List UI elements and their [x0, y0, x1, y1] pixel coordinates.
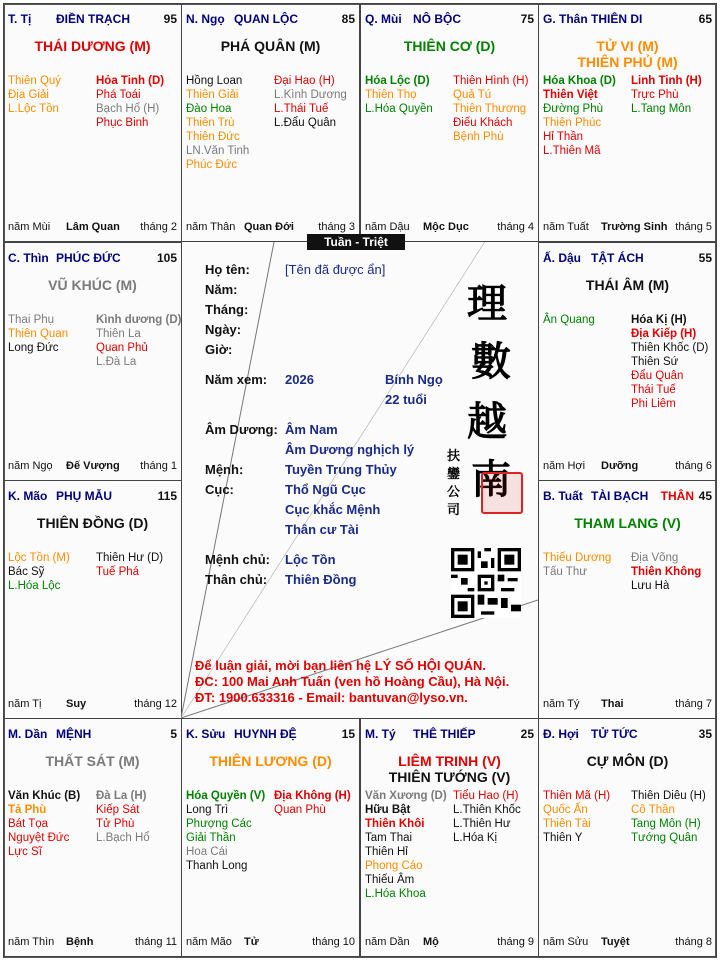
nguyet-han-month: tháng 2 — [140, 221, 177, 233]
trang-sinh-term: Đế Vượng — [66, 460, 120, 472]
minor-star: Thiên Trù — [186, 117, 235, 129]
palace-header — [543, 727, 712, 743]
palace-ty[interactable] — [360, 718, 539, 957]
main-star: THẤT SÁT (M) — [45, 753, 140, 769]
nguyet-han-month: tháng 8 — [675, 936, 712, 948]
minor-star: Hồng Loan — [186, 75, 243, 87]
than-chu-value: Thiên Đồng — [285, 572, 357, 587]
minor-star: Văn Khúc (B) — [8, 790, 81, 802]
minor-star: Thiên Hỉ — [365, 846, 408, 858]
minor-stars-right — [453, 74, 539, 144]
minor-star: L.Hóa Quyền — [365, 103, 433, 115]
palace-than[interactable] — [538, 3, 717, 242]
minor-star: Đẩu Quân — [631, 370, 684, 382]
minor-stars-left — [543, 313, 631, 327]
palace-name: TÀI BẠCH — [591, 489, 649, 503]
minor-star: Thiếu Âm — [365, 874, 415, 886]
palace-can-chi: T. Tị — [8, 12, 32, 26]
palace-dai-van-number: 115 — [157, 489, 177, 503]
seal-side-chars: 扶鑾公司 — [447, 449, 461, 518]
palace-can-chi: N. Ngọ — [186, 12, 225, 26]
palace-can-chi: Ấ. Dậu — [543, 251, 582, 265]
minor-star: Quan Phủ — [96, 342, 148, 354]
palace-dai-van-number: 35 — [698, 727, 712, 741]
main-star: THÁI ÂM (M) — [585, 277, 670, 293]
minor-star: Điếu Khách — [453, 117, 513, 129]
palace-suu[interactable] — [181, 718, 360, 957]
minor-star: Thiên Sứ — [631, 356, 679, 368]
palace-tuat[interactable] — [538, 480, 717, 719]
palace-name: MỆNH — [56, 727, 92, 741]
palace-header — [543, 251, 712, 267]
can-chi-xem: Bính Ngọ — [385, 372, 443, 387]
palace-footer — [186, 936, 355, 950]
minor-star: Kình dương (D) — [96, 314, 182, 326]
calligraphy-char-1: 理 — [467, 280, 507, 327]
minor-stars-left — [365, 74, 453, 116]
am-duong-value: Âm Nam — [285, 422, 338, 437]
calligraphy-char-3: 越 — [467, 398, 507, 445]
nguyet-han-month: tháng 11 — [134, 936, 177, 948]
minor-stars-left — [186, 789, 274, 873]
minor-star: Đại Hao (H) — [274, 75, 335, 87]
center-info-panel — [181, 242, 538, 718]
palace-can-chi: M. Dần — [8, 727, 48, 741]
main-stars — [539, 277, 716, 293]
minor-star: Thiên Quan — [8, 328, 69, 340]
palace-dai-van-number: 105 — [156, 251, 177, 265]
minor-star: Phá Toái — [96, 89, 141, 101]
palace-footer — [543, 460, 712, 474]
minor-star: Hóa Quyền (V) — [186, 790, 266, 802]
qr-code — [451, 548, 521, 618]
main-star: THIÊN TƯỚNG (V) — [388, 769, 511, 785]
nam-xem-label: Năm xem: — [205, 372, 268, 387]
main-star: VŨ KHÚC (M) — [48, 277, 137, 293]
minor-stars-right — [631, 313, 717, 411]
palace-can-chi: K. Sửu — [186, 727, 226, 741]
palace-footer — [8, 221, 177, 235]
minor-star: Tướng Quân — [631, 832, 698, 844]
palace-name: PHỤ MẪU — [56, 489, 112, 503]
palace-mao[interactable] — [3, 480, 182, 719]
minor-star: Thai Phụ — [8, 314, 55, 326]
minor-star: L.Hóa Lộc — [8, 580, 61, 592]
palace-dai-van-number: 45 — [698, 489, 712, 503]
minor-star: L.Thiên Mã — [543, 145, 601, 157]
cuc-value2: Cục khắc Mệnh — [285, 502, 381, 517]
trang-sinh-term: Lâm Quan — [66, 221, 120, 233]
minor-star: Thiên Tài — [543, 818, 591, 830]
minor-star: Đào Hoa — [186, 103, 232, 115]
minor-star: Địa Không (H) — [274, 790, 351, 802]
main-stars — [182, 753, 359, 769]
minor-star: L.Đà La — [96, 356, 137, 368]
nam-label: Năm: — [205, 282, 238, 297]
minor-stars-left — [8, 789, 96, 859]
minor-star: Tam Thai — [365, 832, 413, 844]
palace-footer — [365, 221, 534, 235]
minor-stars-right — [453, 789, 539, 845]
minor-stars-right — [96, 74, 182, 130]
nguyet-han-month: tháng 5 — [675, 221, 712, 233]
tieu-han-year: năm Thìn — [8, 936, 55, 948]
main-star: CỰ MÔN (D) — [586, 753, 669, 769]
tieu-han-year: năm Hợi — [543, 460, 586, 472]
contact-line-1: Để luận giải, mời bạn liên hệ LÝ SỐ HỘI QUÁN. — [195, 658, 486, 673]
minor-star: Thiên Không — [631, 566, 702, 578]
palace-footer — [186, 221, 355, 235]
minor-stars-left — [8, 313, 96, 355]
minor-stars-right — [96, 551, 182, 579]
palace-thin[interactable] — [3, 242, 182, 481]
minor-star: Bác Sỹ — [8, 566, 45, 578]
tuan-triet-badge: Tuần - Triệt — [307, 234, 405, 250]
minor-stars-right — [631, 74, 717, 116]
palace-dai-van-number: 25 — [520, 727, 534, 741]
minor-star: Thái Tuế — [631, 384, 676, 396]
trang-sinh-term: Bệnh — [66, 936, 94, 948]
minor-star: Bệnh Phù — [453, 131, 504, 143]
palace-hoi[interactable] — [538, 718, 717, 957]
ngay-label: Ngày: — [205, 322, 242, 337]
main-stars — [361, 38, 538, 54]
minor-star: Thiên Phúc — [543, 117, 602, 129]
minor-star: Quốc Ấn — [543, 804, 588, 816]
trang-sinh-term: Thai — [601, 698, 624, 710]
thang-label: Tháng: — [205, 302, 249, 317]
main-stars — [4, 753, 181, 769]
minor-star: Tả Phù — [8, 804, 47, 816]
minor-star: Thanh Long — [186, 860, 248, 872]
main-star: THAM LANG (V) — [574, 515, 681, 531]
minor-star: L.Thái Tuế — [274, 103, 329, 115]
main-stars — [4, 515, 181, 531]
main-stars — [539, 515, 716, 531]
trang-sinh-term: Quan Đới — [244, 221, 294, 233]
minor-stars-right — [631, 789, 717, 845]
minor-star: Hỉ Thần — [543, 131, 584, 143]
main-stars — [539, 38, 716, 70]
nguyet-han-month: tháng 4 — [497, 221, 534, 233]
minor-stars-right — [631, 551, 717, 593]
minor-star: Hóa Kị (H) — [631, 314, 687, 326]
palace-header — [543, 12, 712, 28]
gio-label: Giờ: — [205, 342, 233, 357]
palace-can-chi: C. Thìn — [8, 251, 49, 265]
minor-star: Tuế Phá — [96, 566, 140, 578]
trang-sinh-term: Suy — [66, 698, 87, 710]
minor-star: Địa Giải — [8, 89, 49, 101]
minor-star: Tang Môn (H) — [631, 818, 701, 830]
palace-footer — [543, 936, 712, 950]
palace-name: TẬT ÁCH — [591, 251, 644, 265]
minor-star: L.Thiên Hư — [453, 818, 511, 830]
minor-star: Thiên Đức — [186, 131, 240, 143]
palace-dai-van-number: 15 — [341, 727, 355, 741]
minor-star: Thiên Thương — [453, 103, 527, 115]
minor-star: Thiên Hư (D) — [96, 552, 164, 564]
minor-star: Hoa Cái — [186, 846, 228, 858]
minor-star: Thiên Mã (H) — [543, 790, 611, 802]
minor-star: Thiên Hình (H) — [453, 75, 529, 87]
minor-star: Phi Liêm — [631, 398, 676, 410]
palace-header — [365, 12, 534, 28]
minor-star: Thiên Y — [543, 832, 583, 844]
minor-star: Tiểu Hao (H) — [453, 790, 519, 802]
red-seal-stamp — [481, 472, 523, 514]
palace-header — [543, 489, 712, 505]
minor-stars-left — [365, 789, 453, 901]
main-star: PHÁ QUÂN (M) — [220, 38, 321, 54]
main-star: THIÊN ĐỒNG (D) — [36, 515, 149, 531]
cuc-label: Cục: — [205, 482, 234, 497]
minor-star: Hóa Khoa (D) — [543, 75, 616, 87]
nguyet-han-month: tháng 12 — [134, 698, 177, 710]
tieu-han-year: năm Mão — [186, 936, 232, 948]
trang-sinh-term: Mộc Dục — [423, 221, 469, 233]
main-star: THIÊN LƯƠNG (D) — [209, 753, 332, 769]
am-duong-value2: Âm Dương nghịch lý — [285, 442, 415, 457]
palace-footer — [543, 221, 712, 235]
palace-dai-van-number: 55 — [698, 251, 712, 265]
palace-name: NÔ BỘC — [413, 12, 461, 26]
palace-footer — [8, 460, 177, 474]
minor-star: Thiên La — [96, 328, 141, 340]
palace-name: PHÚC ĐỨC — [56, 251, 121, 265]
minor-star: Phục Binh — [96, 117, 149, 129]
palace-mui[interactable] — [360, 3, 539, 242]
tieu-han-year: năm Thân — [186, 221, 236, 233]
minor-stars-left — [543, 551, 631, 579]
minor-star: Hóa Lộc (D) — [365, 75, 430, 87]
menh-chu-value: Lộc Tồn — [285, 552, 336, 567]
than-marker: THÂN — [660, 489, 694, 503]
minor-star: Trực Phù — [631, 89, 679, 101]
main-star: TỬ VI (M) — [596, 38, 659, 54]
trang-sinh-term: Tuyệt — [601, 936, 630, 948]
palace-name: TỬ TỨC — [591, 727, 638, 741]
palace-can-chi: K. Mão — [8, 489, 48, 503]
minor-star: Long Đức — [8, 342, 59, 354]
tieu-han-year: năm Tị — [8, 698, 42, 710]
minor-stars-left — [8, 551, 96, 593]
minor-star: Thiên Việt — [543, 89, 598, 101]
minor-star: Linh Tinh (H) — [631, 75, 702, 87]
palace-name: HUYNH ĐỆ — [234, 727, 297, 741]
palace-footer — [543, 698, 712, 712]
minor-star: Hỏa Tinh (D) — [96, 75, 165, 87]
minor-star: Thiên Khốc (D) — [631, 342, 709, 354]
minor-star: Quan Phù — [274, 804, 326, 816]
palace-dai-van-number: 5 — [170, 727, 177, 741]
minor-star: Tử Phù — [96, 818, 135, 830]
main-stars — [182, 38, 359, 54]
minor-star: Quả Tú — [453, 89, 492, 101]
trang-sinh-term: Trường Sinh — [601, 221, 668, 233]
minor-star: L.Hóa Khoa — [365, 888, 426, 900]
minor-star: Thiên Diêu (H) — [631, 790, 706, 802]
minor-star: Lộc Tồn (M) — [8, 552, 70, 564]
minor-star: Phong Cáo — [365, 860, 423, 872]
nguyet-han-month: tháng 7 — [675, 698, 712, 710]
menh-chu-label: Mệnh chủ: — [205, 552, 270, 567]
minor-star: Địa Võng — [631, 552, 679, 564]
trang-sinh-term: Dưỡng — [601, 460, 639, 472]
palace-header — [8, 727, 177, 743]
minor-star: Thiên Giải — [186, 89, 239, 101]
minor-star: Cô Thần — [631, 804, 675, 816]
palace-header — [8, 12, 177, 28]
contact-address: ĐC: 100 Mai Anh Tuấn (ven hồ Hoàng Cầu), Hà Nội. — [195, 674, 510, 689]
tieu-han-year: năm Tuất — [543, 221, 589, 233]
main-star: THIÊN PHỦ (M) — [577, 54, 678, 70]
minor-star: Phúc Đức — [186, 159, 238, 171]
tieu-han-year: năm Tý — [543, 698, 580, 710]
palace-header — [186, 12, 355, 28]
nam-xem-value: 2026 — [285, 372, 314, 387]
minor-star: L.Lộc Tồn — [8, 103, 59, 115]
palace-header — [8, 251, 177, 267]
minor-stars-right — [274, 74, 360, 130]
minor-star: Hữu Bật — [365, 804, 411, 816]
minor-stars-left — [543, 789, 631, 845]
minor-stars-right — [274, 789, 360, 817]
palace-footer — [365, 936, 534, 950]
tieu-han-year: năm Dần — [365, 936, 410, 948]
minor-star: Tấu Thư — [543, 566, 587, 578]
main-star: LIÊM TRINH (V) — [398, 753, 501, 769]
palace-footer — [8, 698, 177, 712]
tieu-han-year: năm Dậu — [365, 221, 410, 233]
palace-ti[interactable] — [3, 3, 182, 242]
minor-star: Kiếp Sát — [96, 804, 140, 816]
cuc-value3: Thân cư Tài — [285, 522, 359, 537]
palace-can-chi: M. Tý — [365, 727, 396, 741]
minor-star: L.Kình Dương — [274, 89, 347, 101]
cuc-value: Thổ Ngũ Cục — [285, 482, 366, 497]
minor-star: Nguyệt Đức — [8, 832, 70, 844]
palace-name: THIÊN DI — [591, 12, 643, 26]
tuoi: 22 tuổi — [385, 392, 427, 407]
minor-stars-left — [543, 74, 631, 158]
minor-star: Thiên Thọ — [365, 89, 417, 101]
than-chu-label: Thân chủ: — [205, 572, 268, 587]
palace-name: THÊ THIẾP — [413, 727, 476, 741]
nguyet-han-month: tháng 6 — [675, 460, 712, 472]
minor-star: Thiên Khôi — [365, 818, 425, 830]
minor-star: L.Hóa Kị — [453, 832, 498, 844]
nguyet-han-month: tháng 9 — [497, 936, 534, 948]
palace-dai-van-number: 65 — [698, 12, 712, 26]
minor-star: LN.Văn Tinh — [186, 145, 250, 157]
main-stars — [4, 277, 181, 293]
minor-star: L.Bạch Hổ — [96, 832, 150, 844]
calligraphy-char-4: 南 — [471, 456, 511, 503]
minor-star: Đà La (H) — [96, 790, 147, 802]
minor-star: Đường Phù — [543, 103, 603, 115]
minor-star: Văn Xương (D) — [365, 790, 447, 802]
minor-star: Thiếu Dương — [543, 552, 612, 564]
palace-dai-van-number: 95 — [163, 12, 177, 26]
ho-ten-value: [Tên đã được ẩn] — [285, 262, 386, 277]
minor-stars-right — [96, 789, 182, 845]
main-stars — [361, 753, 538, 785]
minor-star: Phượng Các — [186, 818, 252, 830]
minor-star: Ân Quang — [543, 314, 595, 326]
palace-name: QUAN LỘC — [234, 12, 298, 26]
minor-star: Thiên Quý — [8, 75, 62, 87]
minor-star: L.Đẩu Quân — [274, 117, 337, 129]
palace-dau[interactable] — [538, 242, 717, 481]
tieu-han-year: năm Mùi — [8, 221, 51, 233]
main-stars — [539, 753, 716, 769]
menh-label: Mệnh: — [205, 462, 244, 477]
minor-star: Địa Kiếp (H) — [631, 328, 697, 340]
palace-ngo[interactable] — [181, 3, 360, 242]
minor-star: Lưu Hà — [631, 580, 670, 592]
minor-stars-right — [96, 313, 182, 369]
main-star: THÁI DƯƠNG (M) — [34, 38, 151, 54]
minor-star: L.Tang Môn — [631, 103, 692, 115]
ho-ten-label: Họ tên: — [205, 262, 250, 277]
main-star: THIÊN CƠ (D) — [403, 38, 496, 54]
minor-star: Giải Thần — [186, 832, 236, 844]
minor-star: Long Trì — [186, 804, 229, 816]
palace-can-chi: Q. Mùi — [365, 12, 402, 26]
minor-star: L.Thiên Khốc — [453, 804, 521, 816]
minor-star: Bát Tọa — [8, 818, 49, 830]
palace-dai-van-number: 75 — [520, 12, 534, 26]
nguyet-han-month: tháng 1 — [140, 460, 177, 472]
main-stars — [4, 38, 181, 54]
menh-value: Tuyền Trung Thủy — [285, 462, 397, 477]
minor-star: Lực Sĩ — [8, 846, 42, 858]
trang-sinh-term: Mộ — [423, 936, 439, 948]
calligraphy-char-2: 數 — [471, 338, 511, 385]
minor-star: Bạch Hổ (H) — [96, 103, 160, 115]
palace-can-chi: G. Thân — [543, 12, 588, 26]
palace-dai-van-number: 85 — [341, 12, 355, 26]
palace-header — [8, 489, 177, 505]
tieu-han-year: năm Ngọ — [8, 460, 53, 472]
nguyet-han-month: tháng 10 — [312, 936, 355, 948]
trang-sinh-term: Tử — [244, 936, 259, 948]
palace-can-chi: Đ. Hợi — [543, 727, 579, 741]
contact-phone-email[interactable]: ĐT: 1900.633316 - Email: bantuvan@lyso.vn. — [195, 690, 468, 705]
nguyet-han-month: tháng 3 — [318, 221, 355, 233]
palace-can-chi: B. Tuất — [543, 489, 583, 503]
palace-header — [186, 727, 355, 743]
tieu-han-year: năm Sửu — [543, 936, 589, 948]
palace-name: ĐIỀN TRẠCH — [56, 12, 130, 26]
palace-footer — [8, 936, 177, 950]
minor-stars-left — [186, 74, 274, 172]
am-duong-label: Âm Dương: — [205, 422, 278, 437]
palace-dan[interactable] — [3, 718, 182, 957]
minor-stars-left — [8, 74, 96, 116]
palace-header — [365, 727, 534, 743]
